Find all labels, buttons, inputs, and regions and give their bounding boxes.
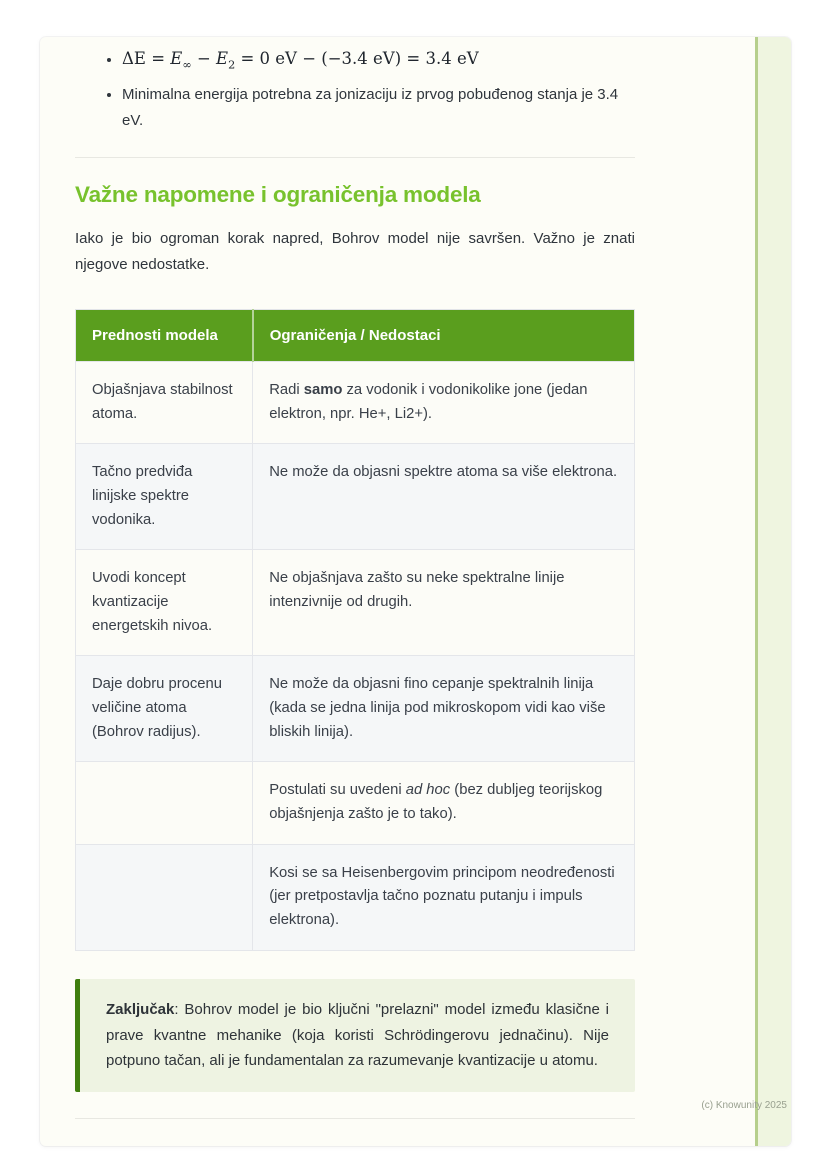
table-cell-right: Ne može da objasni fino cepanje spektralnih linija (kada se jedna linija pod mikroskopom vidi kao više bliskih linija). [253,656,635,762]
table-cell-left: Objašnjava stabilnost atoma. [76,362,253,444]
callout-text: : Bohrov model je bio ključni "prelazni" model između klasične i prave kvantne mehanike (koja koristi Schrödingerovu jednačinu). Nije potpuno tačan, ali je fundamentalan za razumevanje kvantizacije u atomu. [106,1000,609,1070]
table-row [76,762,635,844]
table-cell-left: Tačno predviđa linijske spektre vodonika. [76,444,253,550]
bullet-ionization [122,82,635,133]
section-intro: Iako je bio ogroman korak napred, Bohrov model nije savršen. Važno je znati njegove nedostatke. [75,230,635,274]
table-cell-left [76,762,253,844]
pros-cons-table [75,309,635,951]
table-cell-right: Ne objašnjava zašto su neke spektralne linije intenzivnije od drugih. [253,550,635,656]
formula-sub-infinity: ∞ [182,58,192,72]
table-row [76,844,635,950]
cell-text-bold: samo [303,382,343,399]
page-edge-strip [755,37,791,1146]
cell-text: za vodonik i vodonikolike jone (jedan elektron, npr. He+, Li2+). [269,382,588,422]
formula-e-infinity: E [170,49,183,68]
table-cell-left [76,844,253,950]
section-heading: Važne napomene i ograničenja modela [75,182,481,208]
formula-equals: = [145,49,171,68]
divider-top [75,157,635,158]
callout-label: Zaključak [106,1000,175,1018]
formula-delta-e: ΔE [122,49,146,68]
formula-minus: − [191,49,217,68]
table-header-row [76,309,635,362]
table-row [76,362,635,444]
table-cell-right: Kosi se sa Heisenbergovim principom neodređenosti (jer pretpostavlja tačno poznatu putanju i impuls elektrona). [253,844,635,950]
document-page [40,37,791,1146]
table-cell-right [253,362,635,444]
cell-text-italic: ad hoc [405,782,451,799]
formula-sub-2: 2 [228,58,236,72]
energy-formula [122,49,479,72]
table-row [76,444,635,550]
bullet-ionization-text: Minimalna energija potrebna za jonizaciju iz prvog pobuđenog stanja je 3.4 eV. [122,86,619,129]
table-row [76,656,635,762]
bullet-list [75,45,635,133]
formula-result: = 0 eV − (−3.4 eV) = 3.4 eV [235,49,479,68]
cell-text: Radi [269,382,304,399]
bullet-formula [122,45,635,73]
table-cell-left: Daje dobru procenu veličine atoma (Bohrov radijus). [76,656,253,762]
table-row [76,550,635,656]
table-header-cons: Ograničenja / Nedostaci [253,309,635,362]
conclusion-callout [75,979,635,1092]
cell-text: Postulati su uvedeni [269,782,406,799]
table-cell-right: Ne može da objasni spektre atoma sa više elektrona. [253,444,635,550]
table-cell-left: Uvodi koncept kvantizacije energetskih nivoa. [76,550,253,656]
cell-text: (bez dubljeg teorijskog objašnjenja zašto je to tako). [269,782,603,823]
table-header-pros: Prednosti modela [76,309,253,362]
copyright-notice: (c) Knowunity 2025 [701,1100,787,1111]
formula-e-2: E [216,49,229,68]
document-content [75,37,635,1119]
divider-bottom [75,1118,635,1119]
table-cell-right [253,762,635,844]
